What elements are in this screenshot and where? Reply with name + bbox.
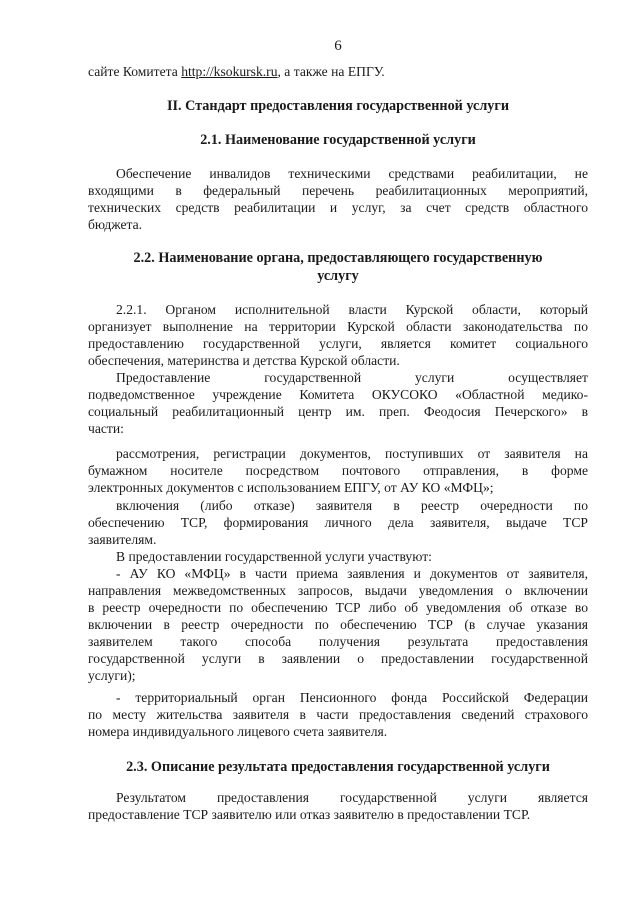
s22-line: организует выполнение на территории Курской области законодательства по xyxy=(88,319,588,334)
s21-line: входящими в федеральный перечень реабилитационных мероприятий, xyxy=(88,183,588,198)
s22-line: рассмотрения, регистрации документов, поступивших от заявителя на xyxy=(116,446,588,461)
s22-line: - АУ КО «МФЦ» в части приема заявления и документов от заявителя, xyxy=(116,566,588,581)
s22-line: в реестр очередности по обеспечению ТСР либо об уведомления об отказе во xyxy=(88,600,588,615)
s22-line: заявителем такого способа получения результата предоставления xyxy=(88,634,588,649)
intro-suffix: , а также на ЕПГУ. xyxy=(277,64,385,79)
s23-line: предоставление ТСР заявителю или отказ заявителю в предоставлении ТСР. xyxy=(88,807,531,822)
s21-line: Обеспечение инвалидов техническими средствами реабилитации, не xyxy=(116,166,588,181)
s22-line: государственной услуги в заявлении о предоставлении государственной xyxy=(88,651,588,666)
s22-line: социальный реабилитационный центр им. преп. Феодосия Печерского» в xyxy=(88,404,588,419)
s22-line: - территориальный орган Пенсионного фонда Российской Федерации xyxy=(116,690,588,705)
s22-line: подведомственное учреждение Комитета ОКУСОКО «Областной медико- xyxy=(88,387,588,402)
intro-line xyxy=(88,64,385,80)
s21-title: 2.1. Наименование государственной услуги xyxy=(200,132,476,148)
s22-line: номера индивидуального лицевого счета заявителя. xyxy=(88,724,388,739)
s22-line: заявителям. xyxy=(88,532,157,547)
s22-line: бумажном носителе посредством почтового отправления, в форме xyxy=(88,463,588,478)
s21-line: технических средств реабилитации и услуг, за счет средств областного xyxy=(88,200,588,215)
s23-line: Результатом предоставления государственной услуги является xyxy=(116,790,588,805)
s22-line: обеспечения, материнства и детства Курской области. xyxy=(88,353,400,368)
page-number: 6 xyxy=(334,38,342,54)
s21-line: бюджета. xyxy=(88,217,143,232)
intro-prefix: сайте Комитета xyxy=(88,64,182,79)
s22-line: Предоставление государственной услуги осуществляет xyxy=(116,370,588,385)
s22-line: обеспечению ТСР, формирования личного дела заявителя, выдаче ТСР xyxy=(88,515,588,530)
s22-line: 2.2.1. Органом исполнительной власти Курской области, который xyxy=(116,302,588,317)
s22-title-line2: услугу xyxy=(317,268,359,284)
s22-line: части: xyxy=(88,421,124,436)
committee-site-link[interactable]: http://ksokursk.ru xyxy=(181,64,278,79)
s22-line: В предоставлении государственной услуги участвуют: xyxy=(116,549,432,564)
s22-title-line1: 2.2. Наименование органа, предоставляющего государственную xyxy=(133,250,543,266)
s22-line: предоставлению государственной услуги, является комитет социального xyxy=(88,336,588,351)
s22-line: услуги); xyxy=(88,668,136,683)
s23-title: 2.3. Описание результата предоставления государственной услуги xyxy=(126,759,550,775)
s22-line: включения (либо отказе) заявителя в реестр очередности по xyxy=(116,498,588,513)
section-title: II. Стандарт предоставления государственной услуги xyxy=(166,98,510,114)
s22-line: направления межведомственных запросов, выдачи уведомления о включении xyxy=(88,583,588,598)
s22-line: электронных документов с использованием ЕПГУ, от АУ КО «МФЦ»; xyxy=(88,480,494,495)
s22-line: включении в реестр очередности по обеспечению ТСР (в случае указания xyxy=(88,617,588,632)
document-page xyxy=(88,0,588,905)
s22-line: по месту жительства заявителя в части предоставления сведений страхового xyxy=(88,707,588,722)
